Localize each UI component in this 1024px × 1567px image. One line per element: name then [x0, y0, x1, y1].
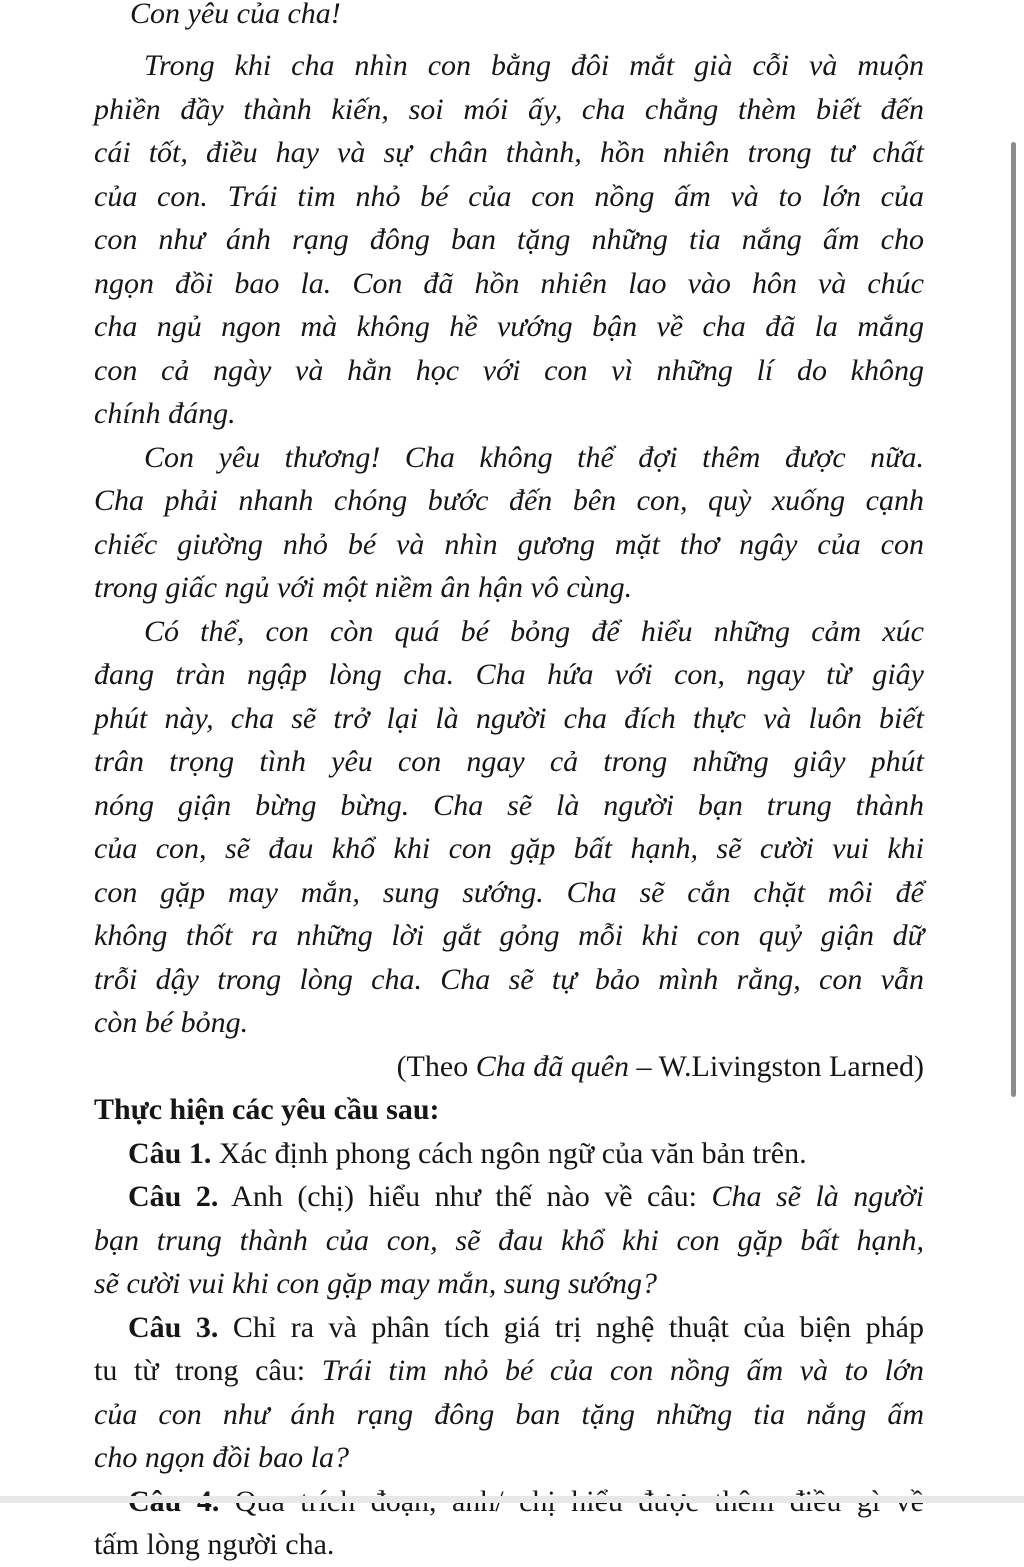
paragraph-1-line: Trong khi cha nhìn con bằng đôi mắt già cỗi và muộn [144, 49, 924, 82]
paragraph-3-line: con gặp may mắn, sung sướng. Cha sẽ cắn chặt môi để [94, 875, 924, 909]
paragraph-1-line: cái tốt, điều hay và sự chân thành, hồn nhiên trong tư chất [94, 136, 924, 169]
source-suffix: – W.Livingston Larned) [629, 1049, 924, 1083]
question-2-label: Câu 2. [128, 1180, 219, 1213]
question-3-line: cho ngọn đồi bao la? [94, 1441, 349, 1474]
question-3-line [94, 1306, 924, 1350]
paragraph-2-line: chiếc giường nhỏ bé và nhìn gương mặt thơ ngây của con [94, 527, 924, 561]
paragraph-1-line: phiền đầy thành kiến, soi mói ấy, cha chẳng thèm biết đến [94, 92, 924, 126]
question-2-text: Anh (chị) hiểu như thế nào về câu: [218, 1180, 712, 1213]
letter-greeting: Con yêu của cha! [130, 0, 341, 30]
paragraph-2-line: Con yêu thương! Cha không thể đợi thêm được nữa. [144, 440, 924, 474]
paragraph-3-line: của con, sẽ đau khổ khi con gặp bất hạnh, sẽ cười vui khi [94, 832, 924, 865]
paragraph-2-line: trong giấc ngủ với một niềm ân hận vô cùng. [94, 571, 633, 604]
bottom-divider [0, 1496, 1024, 1503]
question-4-line: tấm lòng người cha. [94, 1528, 335, 1561]
source-title: Cha đã quên [475, 1049, 630, 1083]
paragraph-3-line: trỗi dậy trong lòng cha. Cha sẽ tự bảo mình rằng, con vẫn [94, 962, 924, 996]
question-1-text: Xác định phong cách ngôn ngữ của văn bản trên. [211, 1136, 807, 1170]
paragraph-3-line: Có thể, con còn quá bé bỏng để hiểu những cảm xúc [144, 614, 924, 648]
question-3-quote: Trái tim nhỏ bé của con nồng ấm và to lớn [321, 1354, 924, 1387]
paragraph-2-line: Cha phải nhanh chóng bước đến bên con, quỳ xuống cạnh [94, 484, 924, 517]
paragraph-1-line: chính đáng. [94, 397, 236, 430]
paragraph-1-line: ngọn đồi bao la. Con đã hồn nhiên lao vào hôn và chúc [94, 266, 924, 300]
paragraph-3-line: phút này, cha sẽ trở lại là người cha đích thực và luôn biết [94, 701, 924, 735]
paragraph-3-line: đang tràn ngập lòng cha. Cha hứa với con, ngay từ giây [94, 658, 924, 691]
paragraph-3-line: còn bé bỏng. [94, 1006, 249, 1039]
question-3-label: Câu 3. [128, 1310, 219, 1344]
question-3-prefix: tu từ trong câu: [94, 1354, 322, 1387]
scrollbar-thumb[interactable] [1011, 142, 1016, 1097]
question-3-text: Chỉ ra và phân tích giá trị nghệ thuật của biện pháp [218, 1310, 924, 1344]
question-2-line: sẽ cười vui khi con gặp may mắn, sung sướng? [94, 1267, 657, 1300]
question-3-line [94, 1349, 924, 1393]
question-3-line: của con như ánh rạng đông ban tặng những tia nắng ấm [94, 1397, 924, 1431]
paragraph-3-line: không thốt ra những lời gắt gỏng mỗi khi con quỷ giận dữ [94, 919, 924, 952]
paragraph-1-line: con như ánh rạng đông ban tặng những tia nắng ấm cho [94, 223, 924, 256]
paragraph-3-line: nóng giận bừng bừng. Cha sẽ là người bạn trung thành [94, 788, 924, 822]
question-1 [94, 1132, 924, 1176]
paragraph-3-line: trân trọng tình yêu con ngay cả trong những giây phút [94, 745, 924, 778]
question-2-line [94, 1175, 924, 1219]
paragraph-1-line: của con. Trái tim nhỏ bé của con nồng ấm và to lớn của [94, 179, 924, 213]
document-page [94, 44, 924, 1567]
question-1-label: Câu 1. [128, 1136, 212, 1170]
paragraph-1-line: cha ngủ ngon mà không hề vướng bận về cha đã la mắng [94, 310, 924, 343]
paragraph-1-line: con cả ngày và hằn học với con vì những lí do không [94, 353, 924, 387]
questions-heading: Thực hiện các yêu cầu sau: [94, 1093, 440, 1126]
question-2-quote: Cha sẽ là người [711, 1180, 924, 1213]
source-prefix: (Theo [396, 1049, 476, 1083]
source-citation [94, 1045, 924, 1089]
question-2-line: bạn trung thành của con, sẽ đau khổ khi con gặp bất hạnh, [94, 1223, 924, 1257]
